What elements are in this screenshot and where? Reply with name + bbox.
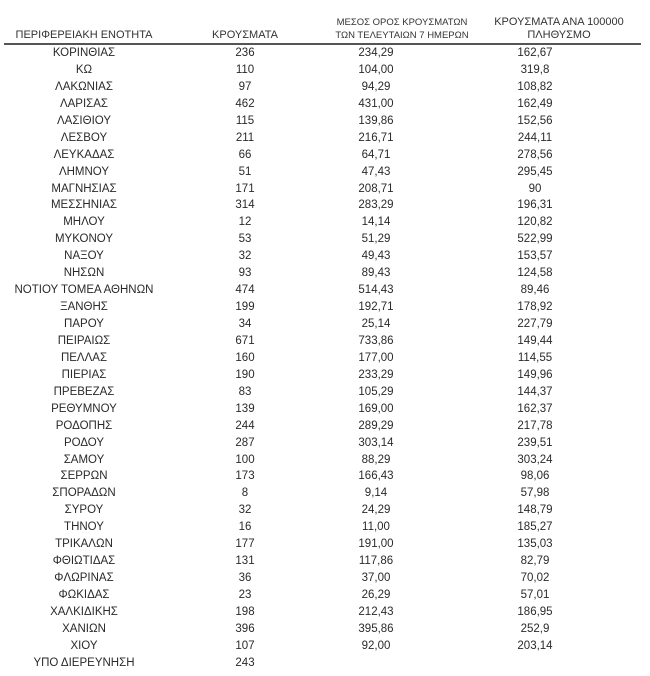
- header-per100k-line2: ΠΛΗΘΥΣΜΟ: [527, 29, 591, 41]
- table-row: [4, 367, 644, 384]
- cell-per100k: 108,82: [517, 80, 553, 93]
- cell-per100k: 82,79: [520, 555, 550, 568]
- cell-per100k: 70,02: [520, 572, 550, 585]
- cell-region: ΛΑΚΩΝΙΑΣ: [55, 80, 113, 93]
- cell-avg7: 395,86: [358, 622, 394, 635]
- cell-avg7: 234,29: [358, 47, 394, 59]
- cell-avg7: 51,29: [361, 233, 391, 246]
- cell-region: ΡΕΘΥΜΝΟΥ: [51, 402, 117, 415]
- header-avg7-line1: ΜΕΣΟΣ ΟΡΟΣ ΚΡΟΥΣΜΑΤΩΝ: [336, 17, 468, 28]
- table-row: [4, 452, 644, 469]
- cell-cases: 474: [235, 284, 255, 297]
- table-row: [4, 113, 644, 130]
- table-row: [4, 181, 644, 198]
- cell-region: ΝΑΞΟΥ: [64, 250, 104, 263]
- cell-region: ΠΙΕΡΙΑΣ: [61, 368, 107, 381]
- cell-avg7: 37,00: [361, 572, 391, 585]
- cell-avg7: 289,29: [358, 419, 394, 432]
- cell-per100k: 148,79: [517, 504, 553, 517]
- table-row: [4, 147, 644, 164]
- header-per100k: [484, 16, 634, 42]
- cell-cases: 32: [238, 504, 252, 517]
- cell-per100k: 149,44: [517, 334, 553, 347]
- cell-per100k: 278,56: [517, 148, 553, 161]
- cell-avg7: 177,00: [358, 351, 394, 364]
- header-cases: ΚΡΟΥΣΜΑΤΑ: [212, 29, 278, 41]
- cell-cases: 160: [235, 351, 255, 364]
- table-row: [4, 587, 644, 604]
- cell-region: ΛΑΡΙΣΑΣ: [59, 97, 109, 110]
- table-row: [4, 655, 644, 672]
- cell-avg7: 191,00: [358, 538, 394, 551]
- table-row: [4, 604, 644, 621]
- cell-region: ΜΕΣΣΗΝΙΑΣ: [50, 199, 118, 212]
- cell-avg7: 88,29: [361, 453, 391, 466]
- cell-cases: 32: [238, 250, 252, 263]
- cell-per100k: 319,8: [520, 63, 550, 76]
- cell-cases: 36: [238, 572, 252, 585]
- cell-cases: 12: [238, 216, 252, 229]
- table-row: [4, 333, 644, 350]
- cell-avg7: 104,00: [358, 63, 394, 76]
- cell-per100k: 153,57: [517, 250, 553, 263]
- cell-cases: 173: [235, 470, 255, 483]
- cell-cases: 16: [238, 521, 252, 534]
- cell-per100k: 178,92: [517, 301, 553, 314]
- header-per100k-line1: ΚΡΟΥΣΜΑΤΑ ΑΝΑ 100000: [494, 16, 624, 28]
- table-row: [4, 282, 644, 299]
- cell-cases: 171: [235, 182, 255, 195]
- cell-avg7: 208,71: [358, 182, 394, 195]
- cell-region: ΦΩΚΙΔΑΣ: [58, 589, 110, 601]
- cell-cases: 131: [235, 555, 255, 568]
- table-row: [4, 316, 644, 333]
- cell-cases: 83: [238, 385, 252, 398]
- cell-per100k: 120,82: [517, 216, 553, 229]
- cell-region: ΛΕΣΒΟΥ: [60, 131, 108, 144]
- cell-region: ΣΥΡΟΥ: [64, 504, 104, 517]
- cell-per100k: 303,24: [517, 453, 553, 466]
- header-avg7: [320, 16, 484, 42]
- cell-avg7: 94,29: [361, 80, 391, 93]
- cell-avg7: 105,29: [358, 385, 394, 398]
- cell-per100k: 135,03: [517, 538, 553, 551]
- cell-cases: 244: [235, 419, 255, 432]
- table-row: [4, 435, 644, 452]
- cell-cases: 107: [235, 639, 255, 652]
- cell-region: ΠΑΡΟΥ: [64, 318, 104, 330]
- cell-region: ΥΠΟ ΔΙΕΡΕΥΝΗΣΗ: [33, 656, 135, 669]
- table-row: [4, 519, 644, 536]
- cell-cases: 34: [238, 318, 252, 330]
- cell-cases: 23: [238, 589, 252, 601]
- table-row: [4, 570, 644, 587]
- cell-cases: 51: [238, 165, 252, 178]
- cell-avg7: 89,43: [361, 267, 391, 280]
- cell-cases: 236: [235, 47, 255, 59]
- cell-cases: 211: [235, 131, 255, 144]
- cell-avg7: 514,43: [358, 284, 394, 297]
- header-region: ΠΕΡΙΦΕΡΕΙΑΚΗ ΕΝΟΤΗΤΑ: [15, 29, 153, 41]
- table-row: [4, 638, 644, 655]
- table-row: [4, 197, 644, 214]
- cell-avg7: 233,29: [358, 368, 394, 381]
- cell-avg7: 49,43: [361, 250, 391, 263]
- table-row: [4, 231, 644, 248]
- cell-cases: 198: [235, 605, 255, 618]
- cell-avg7: 64,71: [361, 148, 391, 161]
- cell-cases: 100: [235, 453, 255, 466]
- cell-per100k: 227,79: [517, 318, 553, 330]
- cell-per100k: 252,9: [520, 622, 550, 635]
- cell-per100k: 114,55: [517, 351, 553, 364]
- cell-per100k: 57,98: [520, 487, 550, 500]
- table-row: [4, 384, 644, 401]
- cell-cases: 199: [235, 301, 255, 314]
- cell-region: ΞΑΝΘΗΣ: [60, 301, 108, 314]
- table-row: [4, 265, 644, 282]
- cell-per100k: 124,58: [517, 267, 553, 280]
- table-row: [4, 553, 644, 570]
- cell-per100k: 149,96: [517, 368, 553, 381]
- table-row: [4, 299, 644, 316]
- cell-cases: 190: [235, 368, 255, 381]
- table-row: [4, 130, 644, 147]
- cell-region: ΧΑΛΚΙΔΙΚΗΣ: [50, 605, 118, 618]
- cell-avg7: 117,86: [358, 555, 394, 568]
- cell-cases: 671: [235, 334, 255, 347]
- table-row: [4, 485, 644, 502]
- cell-per100k: 522,99: [517, 233, 553, 246]
- cell-per100k: 217,78: [517, 419, 553, 432]
- cell-region: ΚΩ: [75, 63, 93, 76]
- cell-region: ΣΑΜΟΥ: [63, 453, 105, 466]
- cell-region: ΛΗΜΝΟΥ: [58, 165, 110, 178]
- table-row: [4, 502, 644, 519]
- cell-cases: 314: [235, 199, 255, 212]
- cell-cases: 97: [238, 80, 252, 93]
- cell-avg7: 212,43: [358, 605, 394, 618]
- cell-per100k: 144,37: [517, 385, 553, 398]
- cell-avg7: 11,00: [362, 521, 390, 534]
- table-row: [4, 621, 644, 638]
- table-row: [4, 248, 644, 265]
- cell-region: ΤΗΝΟΥ: [64, 521, 104, 534]
- cell-per100k: 90: [528, 182, 542, 195]
- cell-region: ΜΥΚΟΝΟΥ: [54, 233, 114, 246]
- cell-cases: 66: [238, 148, 252, 161]
- cell-cases: 8: [241, 487, 249, 500]
- cell-per100k: 57,01: [520, 589, 550, 601]
- cell-avg7: 733,86: [358, 334, 394, 347]
- cell-region: ΝΗΣΩΝ: [63, 267, 105, 280]
- table-row: [4, 214, 644, 231]
- cell-region: ΣΕΡΡΩΝ: [60, 470, 108, 483]
- cell-region: ΚΟΡΙΝΘΙΑΣ: [52, 47, 116, 59]
- cell-region: ΡΟΔΟΠΗΣ: [55, 419, 113, 432]
- cell-cases: 139: [235, 402, 255, 415]
- cell-per100k: 98,06: [520, 470, 550, 483]
- header-avg7-line2: ΤΩΝ ΤΕΛΕΥΤΑΙΩΝ 7 ΗΜΕΡΩΝ: [335, 30, 469, 41]
- cell-avg7: 216,71: [358, 131, 394, 144]
- cell-region: ΜΑΓΝΗΣΙΑΣ: [51, 182, 117, 195]
- cell-per100k: 244,11: [517, 131, 553, 144]
- table-header: [4, 10, 644, 42]
- cell-region: ΤΡΙΚΑΛΩΝ: [55, 538, 113, 551]
- cell-cases: 115: [235, 114, 255, 127]
- cell-per100k: 239,51: [517, 436, 553, 449]
- cell-per100k: 196,31: [517, 199, 553, 212]
- cell-region: ΡΟΔΟΥ: [63, 436, 105, 449]
- table-row: [4, 45, 644, 62]
- cell-region: ΠΕΙΡΑΙΩΣ: [57, 334, 111, 347]
- table-body: [4, 45, 644, 672]
- cell-cases: 396: [235, 622, 255, 635]
- cell-avg7: 25,14: [361, 318, 391, 330]
- cell-avg7: 283,29: [358, 199, 394, 212]
- cell-cases: 243: [235, 656, 255, 669]
- cell-region: ΝΟΤΙΟΥ ΤΟΜΕΑ ΑΘΗΝΩΝ: [14, 284, 154, 297]
- cell-cases: 462: [235, 97, 255, 110]
- cell-region: ΦΘΙΩΤΙΔΑΣ: [52, 555, 116, 568]
- cell-avg7: 192,71: [358, 301, 394, 314]
- cell-cases: 177: [235, 538, 255, 551]
- cell-region: ΛΑΣΙΘΙΟΥ: [56, 114, 112, 127]
- cell-avg7: 166,43: [358, 470, 394, 483]
- cell-region: ΧΑΝΙΩΝ: [62, 622, 106, 635]
- cell-avg7: 26,29: [361, 589, 391, 601]
- cell-region: ΜΗΛΟΥ: [63, 216, 105, 229]
- cell-cases: 93: [238, 267, 252, 280]
- cell-per100k: 295,45: [517, 165, 553, 178]
- cell-avg7: 24,29: [361, 504, 391, 517]
- table-row: [4, 418, 644, 435]
- table-row: [4, 401, 644, 418]
- cell-avg7: 14,14: [361, 216, 391, 229]
- cell-per100k: 89,46: [520, 284, 550, 297]
- cell-per100k: 186,95: [517, 605, 553, 618]
- cell-per100k: 162,49: [517, 97, 553, 110]
- cell-cases: 110: [235, 63, 255, 76]
- table-row: [4, 79, 644, 96]
- table-row: [4, 164, 644, 181]
- cell-avg7: 9,14: [364, 487, 388, 500]
- cell-per100k: 203,14: [517, 639, 553, 652]
- cell-avg7: 47,43: [361, 165, 391, 178]
- cell-per100k: 185,27: [517, 521, 553, 534]
- cell-region: ΛΕΥΚΑΔΑΣ: [53, 148, 115, 161]
- cell-avg7: 169,00: [358, 402, 394, 415]
- cell-cases: 287: [235, 436, 255, 449]
- cell-avg7: 92,00: [361, 639, 391, 652]
- cell-cases: 53: [238, 233, 252, 246]
- table-row: [4, 468, 644, 485]
- cell-region: ΠΡΕΒΕΖΑΣ: [53, 385, 115, 398]
- table-row: [4, 62, 644, 79]
- cell-region: ΠΕΛΛΑΣ: [60, 351, 108, 364]
- cell-region: ΧΙΟΥ: [70, 639, 98, 652]
- cell-per100k: 152,56: [517, 114, 553, 127]
- cell-per100k: 162,37: [517, 402, 553, 415]
- cell-avg7: 139,86: [358, 114, 394, 127]
- cell-avg7: 431,00: [358, 97, 394, 110]
- cell-per100k: 162,67: [517, 47, 553, 59]
- cell-region: ΣΠΟΡΑΔΩΝ: [52, 487, 116, 500]
- table-row: [4, 350, 644, 367]
- cell-avg7: 303,14: [358, 436, 394, 449]
- cell-region: ΦΛΩΡΙΝΑΣ: [54, 572, 114, 585]
- table-row: [4, 536, 644, 553]
- table-row: [4, 96, 644, 113]
